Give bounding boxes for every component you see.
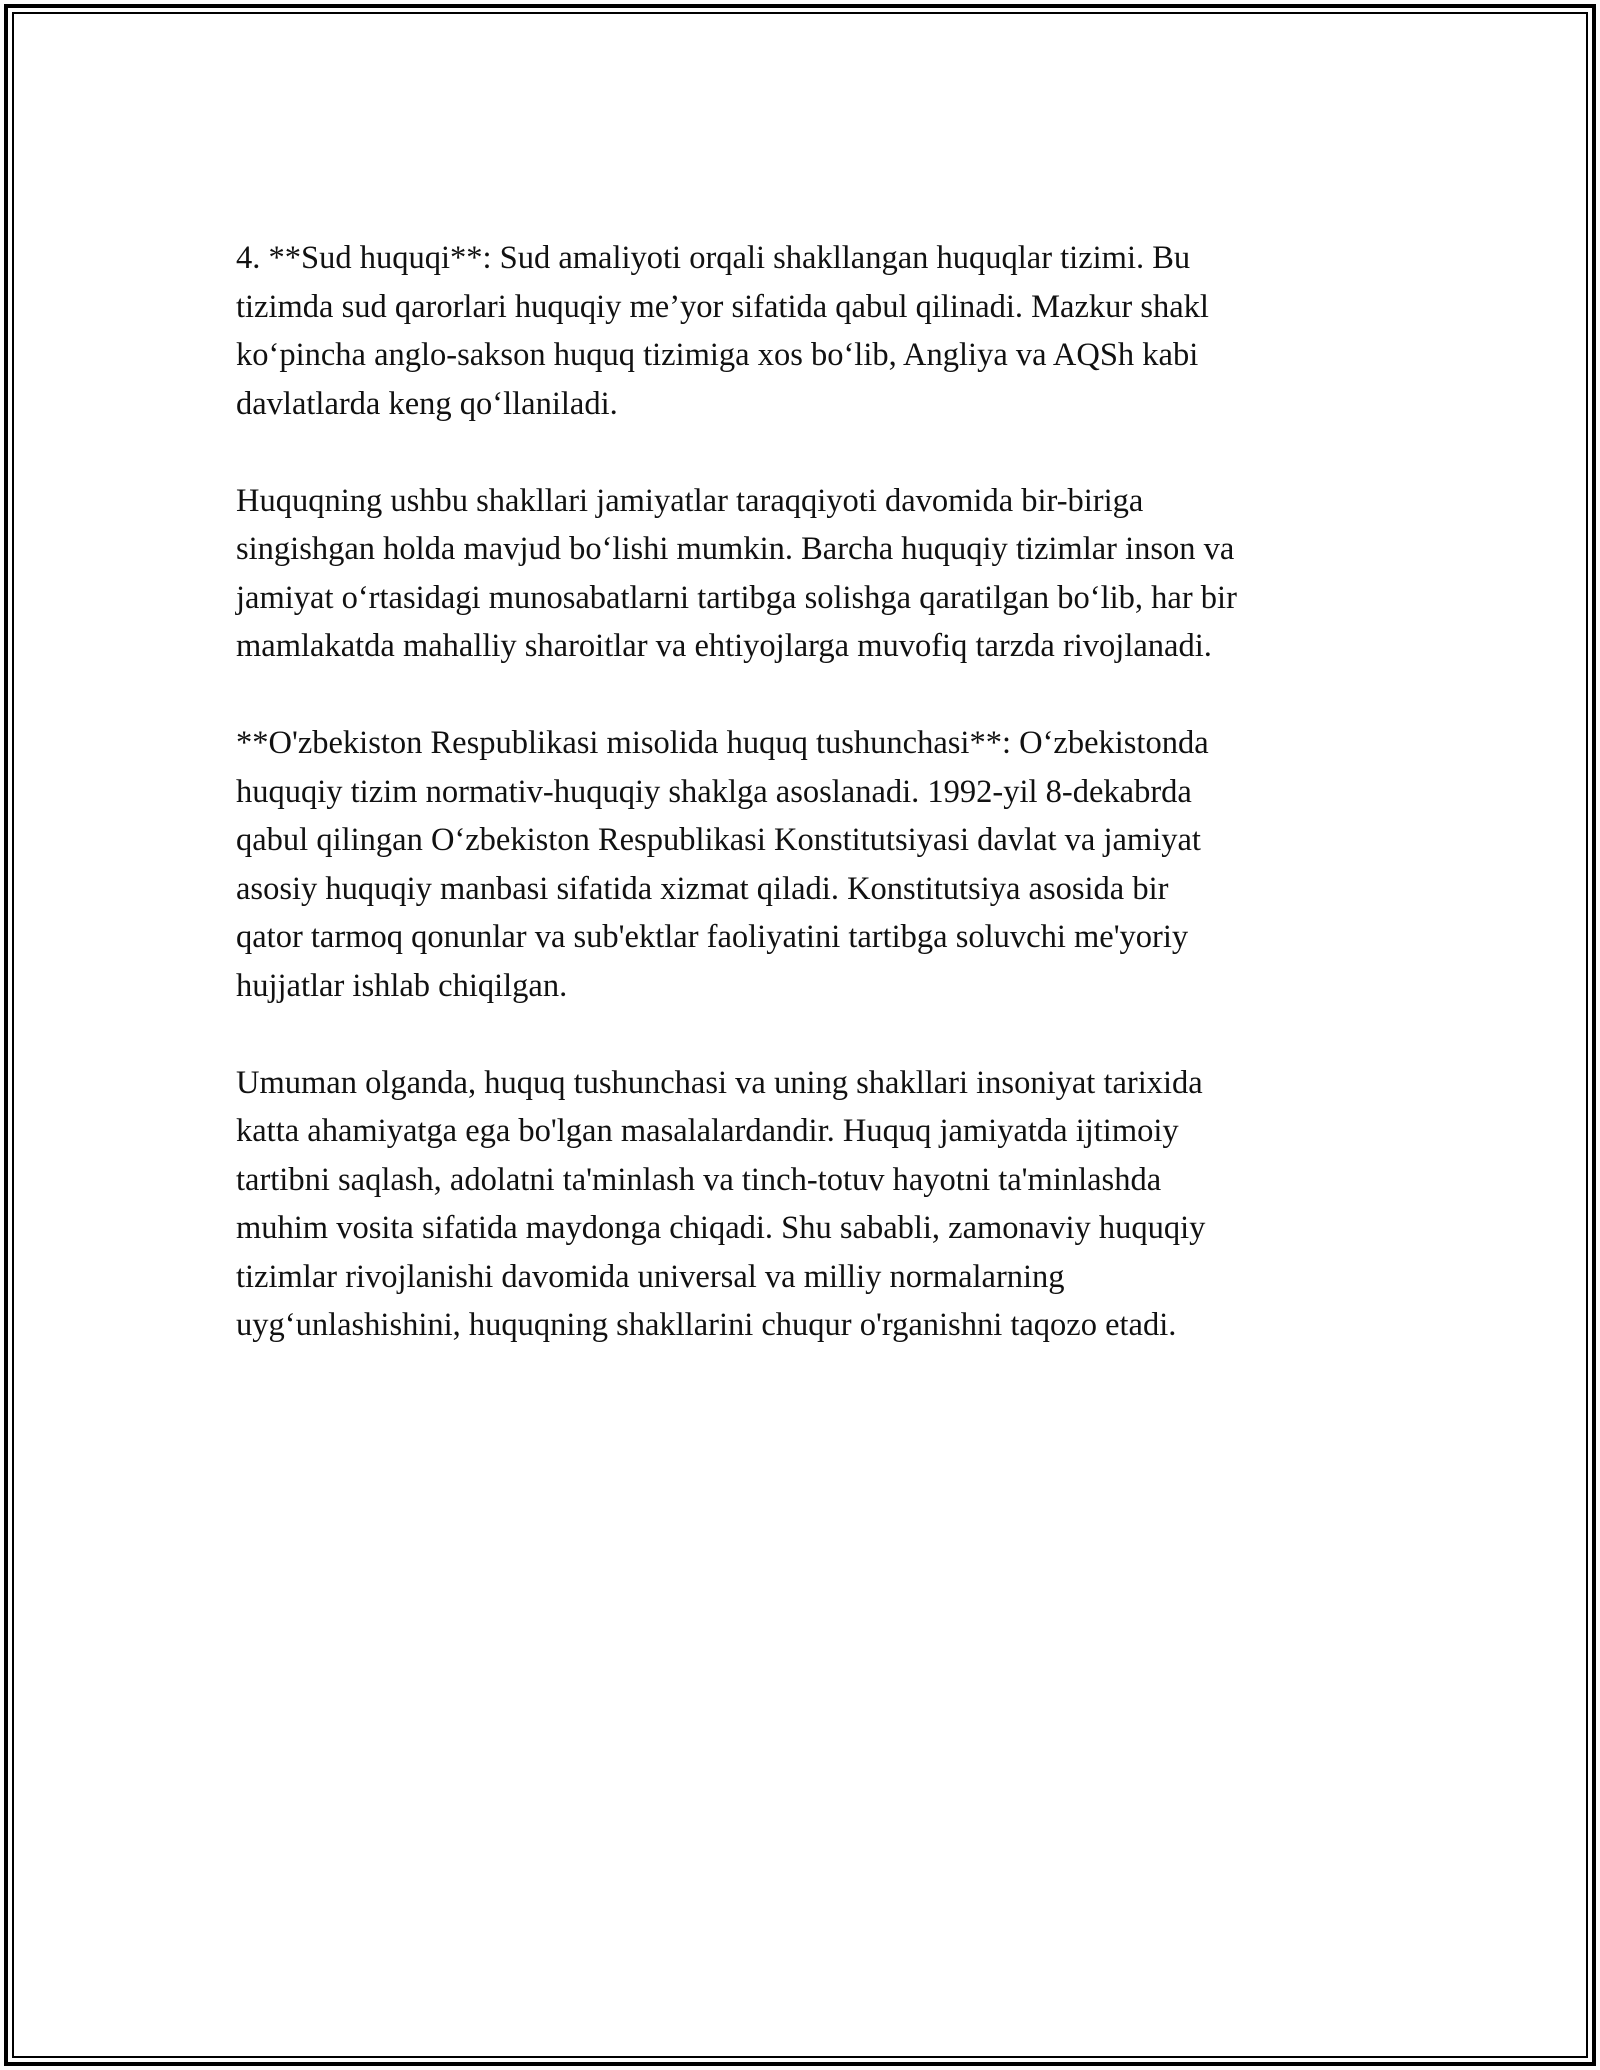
paragraph-sud-huquqi: 4. **Sud huquqi**: Sud amaliyoti orqali shakllangan huquqlar tizimi. Bu tizimda sud qarorlari huquqiy me’yor sifatida qabul qilinadi. Mazkur shakl ko‘pincha anglo-sakson huquq tizimiga xos bo‘lib, Angliya va AQSh kabi davlatlarda keng qo‘llaniladi.: [236, 240, 1209, 422]
document-body: [236, 234, 1386, 1398]
paragraph-ozbekiston: **O'zbekiston Respublikasi misolida huquq tushunchasi**: O‘zbekistonda huquqiy tizim normativ-huquqiy shaklga asoslanadi. 1992-yil 8-dekabrda qabul qilingan O‘zbekiston Respublikasi Konstitutsiyasi davlat va jamiyat asosiy huquqiy manbasi sifatida xizmat qiladi. Konstitutsiya asosida bir qator tarmoq qonunlar va sub'ektlar faoliyatini tartibga soluvchi me'yoriy hujjatlar ishlab chiqilgan.: [236, 725, 1209, 1004]
paragraph-umuman-olganda: Umuman olganda, huquq tushunchasi va uning shakllari insoniyat tarixida katta ahamiyatga ega bo'lgan masalalardandir. Huquq jamiyatda ijtimoiy tartibni saqlash, adolatni ta'minlash va tinch-totuv hayotni ta'minlashda muhim vosita sifatida maydonga chiqadi. Shu sababli, zamonaviy huquqiy tizimlar rivojlanishi davomida universal va milliy normalarning uyg‘unlashishini, huquqning shakllarini chuqur o'rganishni taqozo etadi.: [236, 1064, 1206, 1343]
paragraph-huquq-shakllari: Huquqning ushbu shakllari jamiyatlar taraqqiyoti davomida bir-biriga singishgan holda mavjud bo‘lishi mumkin. Barcha huquqiy tizimlar inson va jamiyat o‘rtasidagi munosabatlarni tartibga solishga qaratilgan bo‘lib, har bir mamlakatda mahalliy sharoitlar va ehtiyojlarga muvofiq tarzda rivojlanadi.: [236, 482, 1237, 664]
